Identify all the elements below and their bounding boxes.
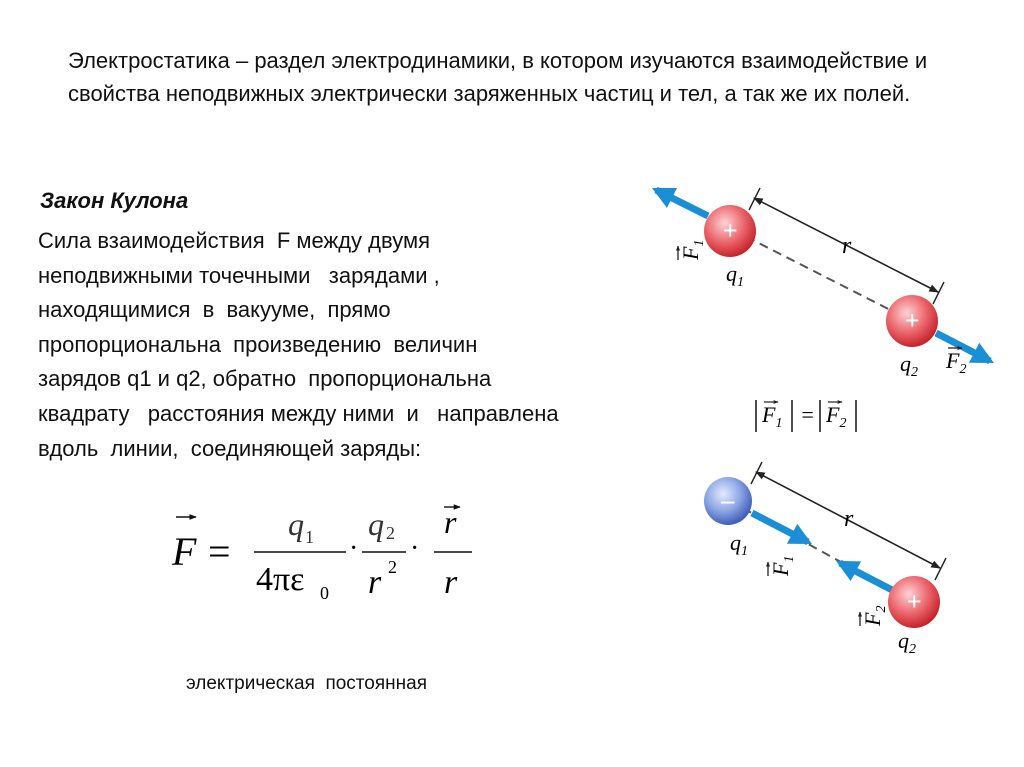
- connecting-dashed-line: [733, 230, 912, 321]
- formula-eps-sub: 0: [320, 583, 329, 603]
- formula-r-vector: r: [444, 504, 457, 540]
- law-line: квадрату расстояния между ними и направлена: [38, 400, 559, 426]
- law-line: вдоль линии, соединяющей заряды:: [38, 435, 422, 461]
- svg-text:F1: $F_1$: [768, 555, 797, 576]
- formula-r-sup: 2: [388, 557, 397, 577]
- formula-dot: ·: [410, 533, 420, 564]
- svg-text:=: =: [800, 402, 815, 427]
- formula-r: r: [368, 564, 382, 601]
- law-line: неподвижными точечными зарядами ,: [38, 262, 440, 288]
- dimension-tick: [935, 558, 946, 580]
- charge-label-q1: $q_1$: [726, 261, 744, 290]
- formula-q2: q: [368, 506, 384, 542]
- plus-sign-icon: +: [906, 587, 922, 616]
- svg-text:F1: $F_1$: [678, 239, 707, 260]
- coulomb-law-statement: [38, 224, 678, 466]
- dimension-tick: [749, 188, 760, 210]
- formula-force: F: [172, 529, 197, 574]
- force-arrow-f2: [840, 563, 892, 590]
- distance-label: r: [844, 506, 854, 532]
- formula-dot: ·: [349, 533, 359, 564]
- force-label-f2: [945, 348, 966, 377]
- force-label-f1: [678, 240, 707, 261]
- intro-paragraph: Электростатика – раздел электродинамики, в котором изучаются взаимодействие и свойства неподвижных электрически заряженных частиц и тел, а так же их полей.: [68, 48, 928, 106]
- force-arrow-f1: [752, 513, 808, 542]
- minus-sign-icon: –: [721, 486, 735, 515]
- svg-text:F2: $F_2$: [946, 348, 967, 377]
- dimension-tick: [933, 282, 944, 304]
- charge-label-q2: $q_2$: [898, 628, 916, 657]
- formula-q1-sub: 1: [305, 527, 314, 547]
- force-arrow-f2: [936, 333, 990, 361]
- charges-diagram: [648, 178, 1020, 678]
- formula-r-denominator: r: [444, 564, 458, 601]
- law-line: пропорциональна произведению величин: [38, 331, 478, 357]
- force-label-f2: [860, 606, 889, 627]
- formula-q2-sub: 2: [386, 523, 395, 543]
- law-line: Сила взаимодействия F между двумя: [38, 228, 431, 253]
- law-line: зарядов q1 и q2, обратно пропорциональна: [38, 366, 492, 392]
- formula-equals: =: [208, 529, 231, 574]
- dimension-tick: [751, 462, 762, 484]
- plus-sign-icon: +: [904, 306, 920, 335]
- charge-label-q2: $q_2$: [900, 351, 918, 380]
- charge-label-q1: $q_1$: [730, 530, 748, 559]
- distance-label: r: [842, 233, 852, 259]
- formula-4pi-eps: 4πε: [256, 561, 305, 598]
- plus-sign-icon: +: [722, 216, 738, 245]
- constant-label: электрическая постоянная: [186, 673, 427, 694]
- formula-q1: q: [288, 506, 304, 542]
- svg-text:F2: $F_2$: [826, 402, 847, 431]
- coulomb-law-title: Закон Кулона: [40, 188, 189, 213]
- force-arrow-f1: [656, 190, 708, 216]
- coulomb-formula: [168, 495, 488, 615]
- law-line: находящимися в вакууме, прямо: [38, 297, 391, 323]
- force-equality: [756, 400, 856, 432]
- svg-text:F1: $F_1$: [762, 402, 783, 431]
- force-label-f1: [768, 556, 797, 577]
- svg-text:F2: $F_2$: [860, 605, 889, 626]
